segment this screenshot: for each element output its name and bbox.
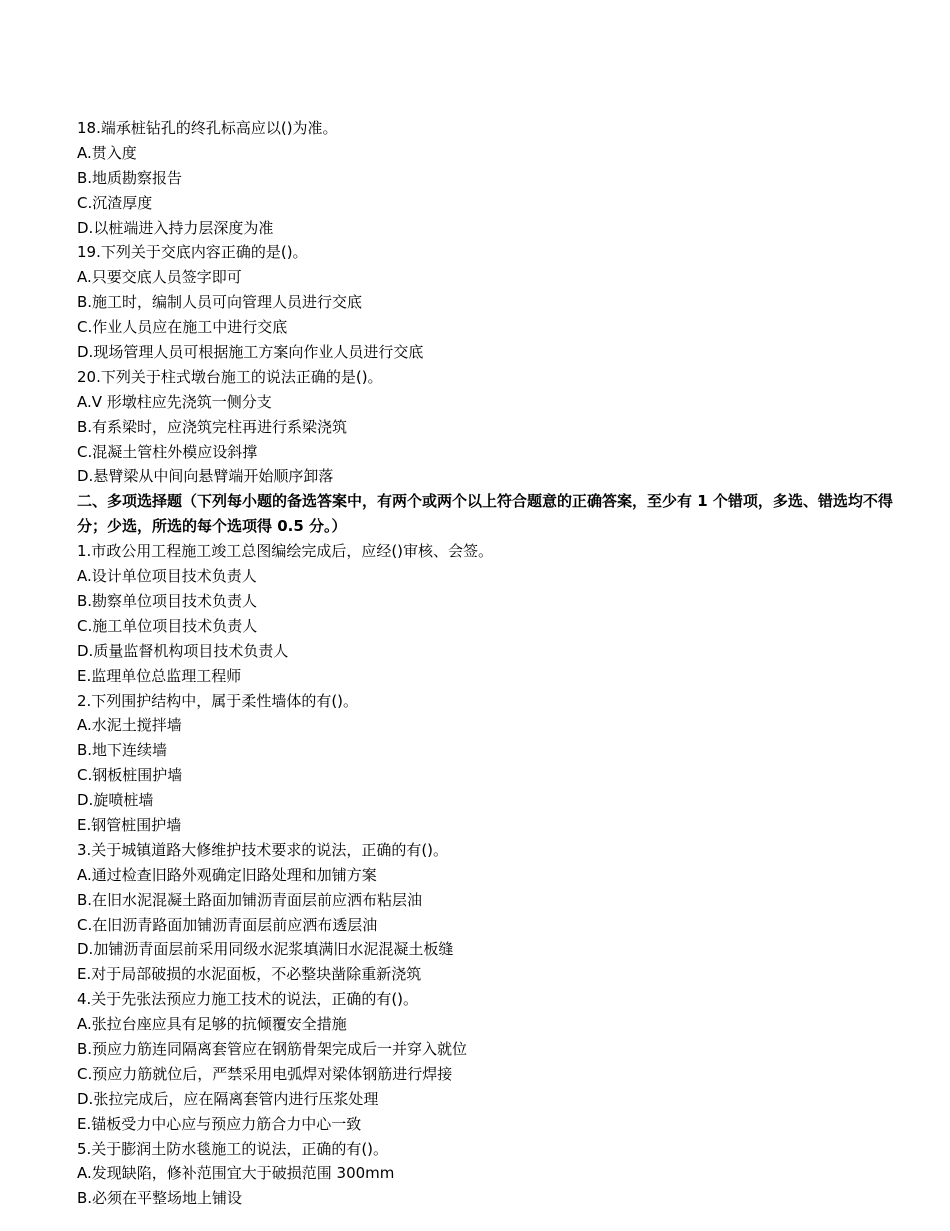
answer-option: E.锚板受力中心应与预应力筋合力中心一致 bbox=[77, 1114, 362, 1133]
answer-option: A.张拉台座应具有足够的抗倾覆安全措施 bbox=[77, 1015, 347, 1034]
answer-option: B.勘察单位项目技术负责人 bbox=[77, 591, 258, 610]
answer-option: A.通过检查旧路外观确定旧路处理和加铺方案 bbox=[77, 865, 377, 884]
answer-option: C.钢板桩围护墙 bbox=[77, 766, 183, 785]
answer-option: C.作业人员应在施工中进行交底 bbox=[77, 318, 288, 337]
document-body bbox=[77, 116, 907, 1211]
answer-option: E.对于局部破损的水泥面板，不必整块凿除重新浇筑 bbox=[77, 965, 422, 984]
section-heading-multiple-choice: 二、多项选择题（下列每小题的备选答案中，有两个或两个以上符合题意的正确答案，至少有 1 个错项，多选、错选均不得分；少选，所选的每个选项得 0.5 分。） bbox=[77, 492, 893, 536]
answer-option: E.钢管桩围护墙 bbox=[77, 815, 182, 834]
answer-option: C.沉渣厚度 bbox=[77, 193, 153, 212]
answer-option: D.悬臂梁从中间向悬臂端开始顺序卸落 bbox=[77, 467, 334, 486]
answer-option: D.质量监督机构项目技术负责人 bbox=[77, 641, 289, 660]
answer-option: B.地下连续墙 bbox=[77, 741, 168, 760]
answer-option: A.只要交底人员签字即可 bbox=[77, 268, 242, 287]
answer-option: C.施工单位项目技术负责人 bbox=[77, 616, 258, 635]
question-stem: 18.端承桩钻孔的终孔标高应以()为准。 bbox=[77, 119, 338, 137]
answer-option: E.监理单位总监理工程师 bbox=[77, 666, 242, 685]
question-stem: 3.关于城镇道路大修维护技术要求的说法，正确的有()。 bbox=[77, 840, 449, 859]
question-stem: 5.关于膨润土防水毯施工的说法，正确的有()。 bbox=[77, 1139, 389, 1158]
answer-option: C.预应力筋就位后，严禁采用电弧焊对梁体钢筋进行焊接 bbox=[77, 1064, 453, 1083]
answer-option: D.现场管理人员可根据施工方案向作业人员进行交底 bbox=[77, 343, 424, 362]
answer-option: D.旋喷桩墙 bbox=[77, 791, 154, 810]
answer-option: D.以桩端进入持力层深度为准 bbox=[77, 218, 274, 237]
answer-option: B.必须在平整场地上铺设 bbox=[77, 1189, 243, 1208]
answer-option: A.贯入度 bbox=[77, 143, 137, 162]
answer-option: A.V 形墩柱应先浇筑一侧分支 bbox=[77, 392, 272, 411]
answer-option: B.有系梁时，应浇筑完柱再进行系梁浇筑 bbox=[77, 417, 348, 436]
question-block-single-choice bbox=[77, 116, 907, 489]
answer-option: B.在旧水泥混凝土路面加铺沥青面层前应洒布粘层油 bbox=[77, 890, 423, 909]
answer-option: C.在旧沥青路面加铺沥青面层前应洒布透层油 bbox=[77, 915, 378, 934]
answer-option: B.预应力筋连同隔离套管应在钢筋骨架完成后一并穿入就位 bbox=[77, 1039, 468, 1058]
question-stem: 1.市政公用工程施工竣工总图编绘完成后，应经()审核、会签。 bbox=[77, 542, 494, 561]
answer-option: B.施工时，编制人员可向管理人员进行交底 bbox=[77, 293, 363, 312]
answer-option: D.张拉完成后，应在隔离套管内进行压浆处理 bbox=[77, 1089, 379, 1108]
answer-option: A.水泥土搅拌墙 bbox=[77, 716, 182, 735]
question-stem: 2.下列围护结构中，属于柔性墙体的有()。 bbox=[77, 691, 359, 710]
question-stem: 4.关于先张法预应力施工技术的说法，正确的有()。 bbox=[77, 990, 419, 1009]
answer-option: C.混凝土管柱外模应设斜撑 bbox=[77, 442, 258, 461]
question-stem: 20.下列关于柱式墩台施工的说法正确的是()。 bbox=[77, 367, 383, 386]
question-block-multiple-choice bbox=[77, 539, 907, 1211]
answer-option: B.地质勘察报告 bbox=[77, 168, 183, 187]
answer-option: D.加铺沥青面层前采用同级水泥浆填满旧水泥混凝土板缝 bbox=[77, 940, 454, 959]
answer-option: A.发现缺陷，修补范围宜大于破损范围 300mm bbox=[77, 1164, 395, 1183]
question-stem: 19.下列关于交底内容正确的是()。 bbox=[77, 243, 308, 262]
answer-option: A.设计单位项目技术负责人 bbox=[77, 567, 257, 586]
